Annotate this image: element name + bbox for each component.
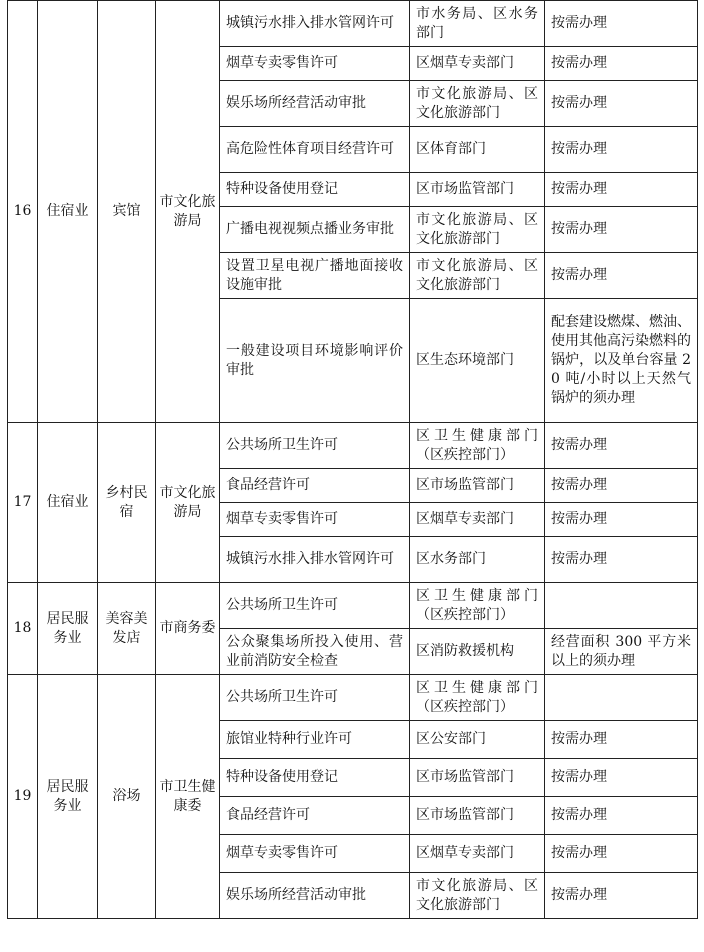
cell-business-type: 乡村民宿	[98, 423, 156, 583]
cell-industry: 居民服务业	[38, 675, 98, 919]
cell-permit-item: 烟草专卖零售许可	[220, 835, 410, 873]
cell-industry: 住宿业	[38, 423, 98, 583]
cell-authority: 区水务部门	[410, 537, 545, 583]
cell-note: 按需办理	[545, 47, 698, 81]
table-row	[8, 583, 698, 629]
cell-permit-item: 特种设备使用登记	[220, 173, 410, 207]
cell-department: 市文化旅游局	[156, 423, 220, 583]
cell-department: 市卫生健康委	[156, 675, 220, 919]
cell-authority: 区市场监管部门	[410, 797, 545, 835]
cell-permit-item: 食品经营许可	[220, 797, 410, 835]
cell-note: 按需办理	[545, 537, 698, 583]
cell-note: 按需办理	[545, 127, 698, 173]
cell-note: 按需办理	[545, 797, 698, 835]
cell-permit-item: 食品经营许可	[220, 469, 410, 503]
cell-authority: 区市场监管部门	[410, 469, 545, 503]
cell-permit-item: 广播电视视频点播业务审批	[220, 207, 410, 253]
cell-authority: 区体育部门	[410, 127, 545, 173]
cell-permit-item: 公众聚集场所投入使用、营业前消防安全检查	[220, 629, 410, 675]
cell-note: 按需办理	[545, 81, 698, 127]
cell-authority: 区卫生健康部门（区疾控部门）	[410, 583, 545, 629]
cell-note: 按需办理	[545, 873, 698, 919]
cell-note: 按需办理	[545, 423, 698, 469]
cell-authority: 市文化旅游局、区文化旅游部门	[410, 873, 545, 919]
cell-authority: 市水务局、区水务部门	[410, 1, 545, 47]
cell-authority: 区卫生健康部门（区疾控部门）	[410, 423, 545, 469]
cell-note: 按需办理	[545, 469, 698, 503]
cell-business-type: 宾馆	[98, 1, 156, 423]
cell-note: 按需办理	[545, 173, 698, 207]
cell-note: 配套建设燃煤、燃油、使用其他高污染燃料的锅炉，以及单台容量 20 吨/小时以上天然气锅炉的须办理	[545, 299, 698, 423]
cell-authority: 区卫生健康部门（区疾控部门）	[410, 675, 545, 721]
cell-permit-item: 城镇污水排入排水管网许可	[220, 1, 410, 47]
cell-authority: 市文化旅游局、区文化旅游部门	[410, 81, 545, 127]
cell-permit-item: 设置卫星电视广播地面接收设施审批	[220, 253, 410, 299]
cell-note: 按需办理	[545, 721, 698, 759]
cell-note: 按需办理	[545, 1, 698, 47]
cell-permit-item: 烟草专卖零售许可	[220, 47, 410, 81]
cell-permit-item: 娱乐场所经营活动审批	[220, 873, 410, 919]
cell-number: 18	[8, 583, 38, 675]
table-row	[8, 1, 698, 47]
cell-note: 按需办理	[545, 835, 698, 873]
cell-permit-item: 娱乐场所经营活动审批	[220, 81, 410, 127]
cell-authority: 区烟草专卖部门	[410, 47, 545, 81]
cell-note	[545, 583, 698, 629]
cell-note: 按需办理	[545, 503, 698, 537]
cell-authority: 区消防救援机构	[410, 629, 545, 675]
cell-authority: 区市场监管部门	[410, 173, 545, 207]
cell-authority: 市文化旅游局、区文化旅游部门	[410, 207, 545, 253]
cell-note: 按需办理	[545, 207, 698, 253]
cell-note: 按需办理	[545, 759, 698, 797]
cell-permit-item: 旅馆业特种行业许可	[220, 721, 410, 759]
cell-number: 19	[8, 675, 38, 919]
cell-department: 市文化旅游局	[156, 1, 220, 423]
cell-business-type: 浴场	[98, 675, 156, 919]
table-row	[8, 423, 698, 469]
cell-business-type: 美容美发店	[98, 583, 156, 675]
cell-note: 经营面积 300 平方米以上的须办理	[545, 629, 698, 675]
cell-authority: 区烟草专卖部门	[410, 835, 545, 873]
cell-authority: 区公安部门	[410, 721, 545, 759]
cell-note	[545, 675, 698, 721]
cell-authority: 区市场监管部门	[410, 759, 545, 797]
cell-permit-item: 特种设备使用登记	[220, 759, 410, 797]
cell-permit-item: 公共场所卫生许可	[220, 675, 410, 721]
cell-industry: 居民服务业	[38, 583, 98, 675]
cell-department: 市商务委	[156, 583, 220, 675]
cell-permit-item: 烟草专卖零售许可	[220, 503, 410, 537]
cell-authority: 区生态环境部门	[410, 299, 545, 423]
table-body	[8, 1, 698, 919]
table-row	[8, 675, 698, 721]
cell-permit-item: 公共场所卫生许可	[220, 583, 410, 629]
cell-permit-item: 公共场所卫生许可	[220, 423, 410, 469]
cell-authority: 市文化旅游局、区文化旅游部门	[410, 253, 545, 299]
cell-permit-item: 高危险性体育项目经营许可	[220, 127, 410, 173]
cell-permit-item: 一般建设项目环境影响评价审批	[220, 299, 410, 423]
cell-permit-item: 城镇污水排入排水管网许可	[220, 537, 410, 583]
cell-industry: 住宿业	[38, 1, 98, 423]
cell-authority: 区烟草专卖部门	[410, 503, 545, 537]
cell-note: 按需办理	[545, 253, 698, 299]
cell-number: 17	[8, 423, 38, 583]
permit-table	[7, 0, 698, 919]
cell-number: 16	[8, 1, 38, 423]
